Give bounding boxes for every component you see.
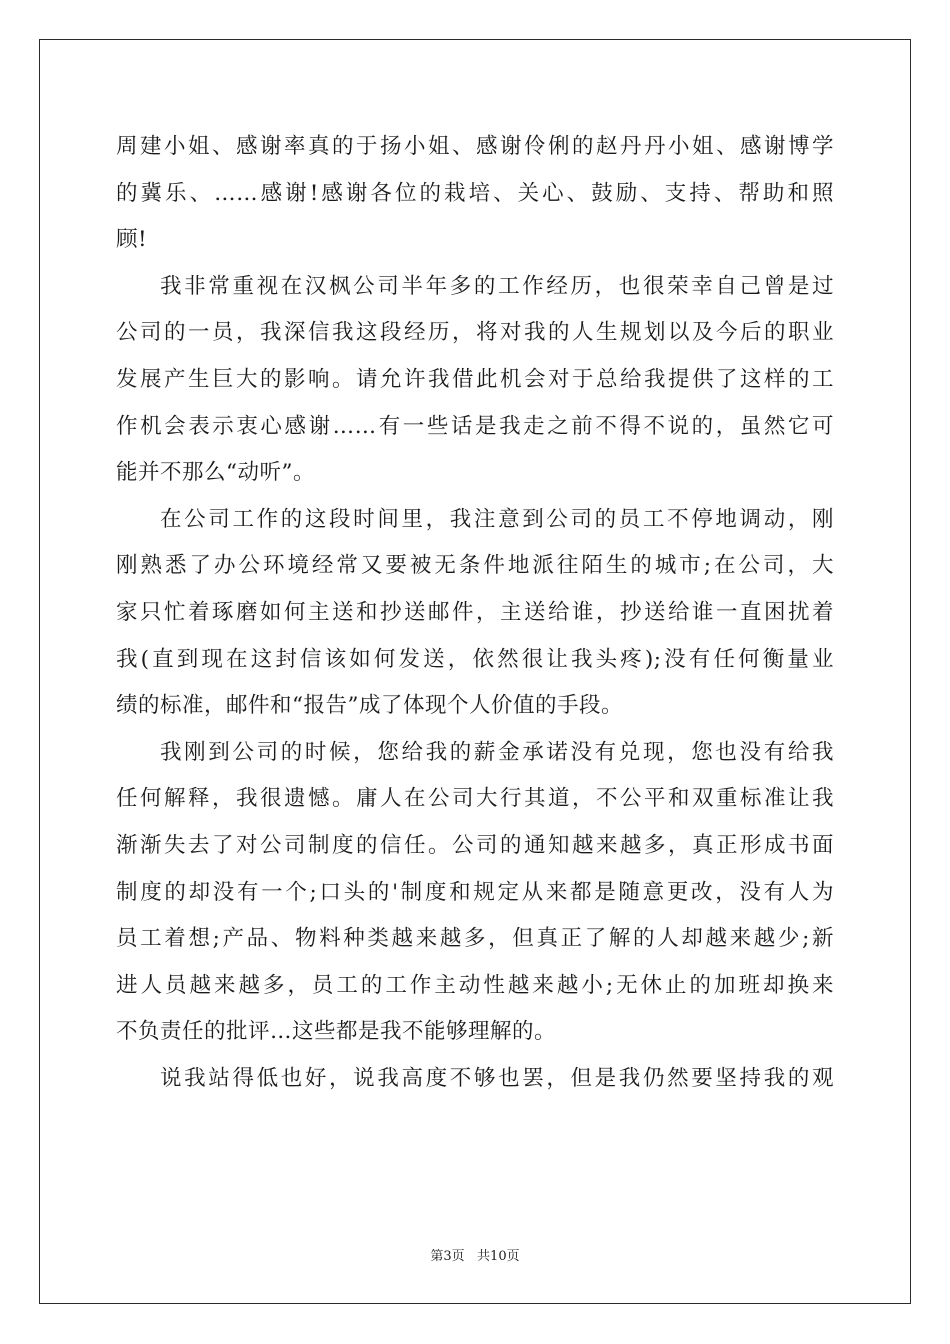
text-line: 刚熟悉了办公环境经常又要被无条件地派往陌生的城市;在公司，大 [116,553,834,579]
document-body [116,124,834,1102]
text-line: 制度的却没有一个;口头的'制度和规定从来都是随意更改，没有人为 [116,879,834,905]
text-line: 进人员越来越多，员工的工作主动性越来越小;无休止的加班却换来 [116,972,834,998]
text-line: 在公司工作的这段时间里，我注意到公司的员工不停地调动，刚 [160,506,834,532]
text-line: 我非常重视在汉枫公司半年多的工作经历，也很荣幸自己曾是过 [160,273,834,299]
text-line: 说我站得低也好，说我高度不够也罢，但是我仍然要坚持我的观 [160,1065,834,1091]
text-line: 不负责任的批评…这些都是我不能够理解的。 [116,1019,557,1045]
text-line: 我刚到公司的时候，您给我的薪金承诺没有兑现，您也没有给我 [160,739,834,765]
text-line: 发展产生巨大的影响。请允许我借此机会对于总给我提供了这样的工 [116,366,834,392]
text-line: 公司的一员，我深信我这段经历，将对我的人生规划以及今后的职业 [116,320,834,346]
text-line: 作机会表示衷心感谢……有一些话是我走之前不得不说的，虽然它可 [116,413,834,439]
page-number-footer: 第3页 共10页 [430,1249,520,1264]
text-line: 家只忙着琢磨如何主送和抄送邮件，主送给谁，抄送给谁一直困扰着 [116,599,834,625]
text-line: 渐渐失去了对公司制度的信任。公司的通知越来越多，真正形成书面 [116,832,834,858]
text-line: 任何解释，我很遗憾。庸人在公司大行其道，不公平和双重标准让我 [116,786,834,812]
text-line: 我(直到现在这封信该如何发送，依然很让我头疼);没有任何衡量业 [116,646,834,672]
text-line: 周建小姐、感谢率真的于扬小姐、感谢伶俐的赵丹丹小姐、感谢博学 [116,134,834,159]
text-line: 顾! [116,227,148,253]
text-line: 能并不那么“动听”。 [116,460,315,486]
text-line: 的冀乐、……感谢!感谢各位的栽培、关心、鼓励、支持、帮助和照 [116,180,834,206]
text-line: 绩的标准，邮件和“报告”成了体现个人价值的手段。 [116,693,623,719]
text-line: 员工着想;产品、物料种类越来越多，但真正了解的人却越来越少;新 [116,926,834,952]
